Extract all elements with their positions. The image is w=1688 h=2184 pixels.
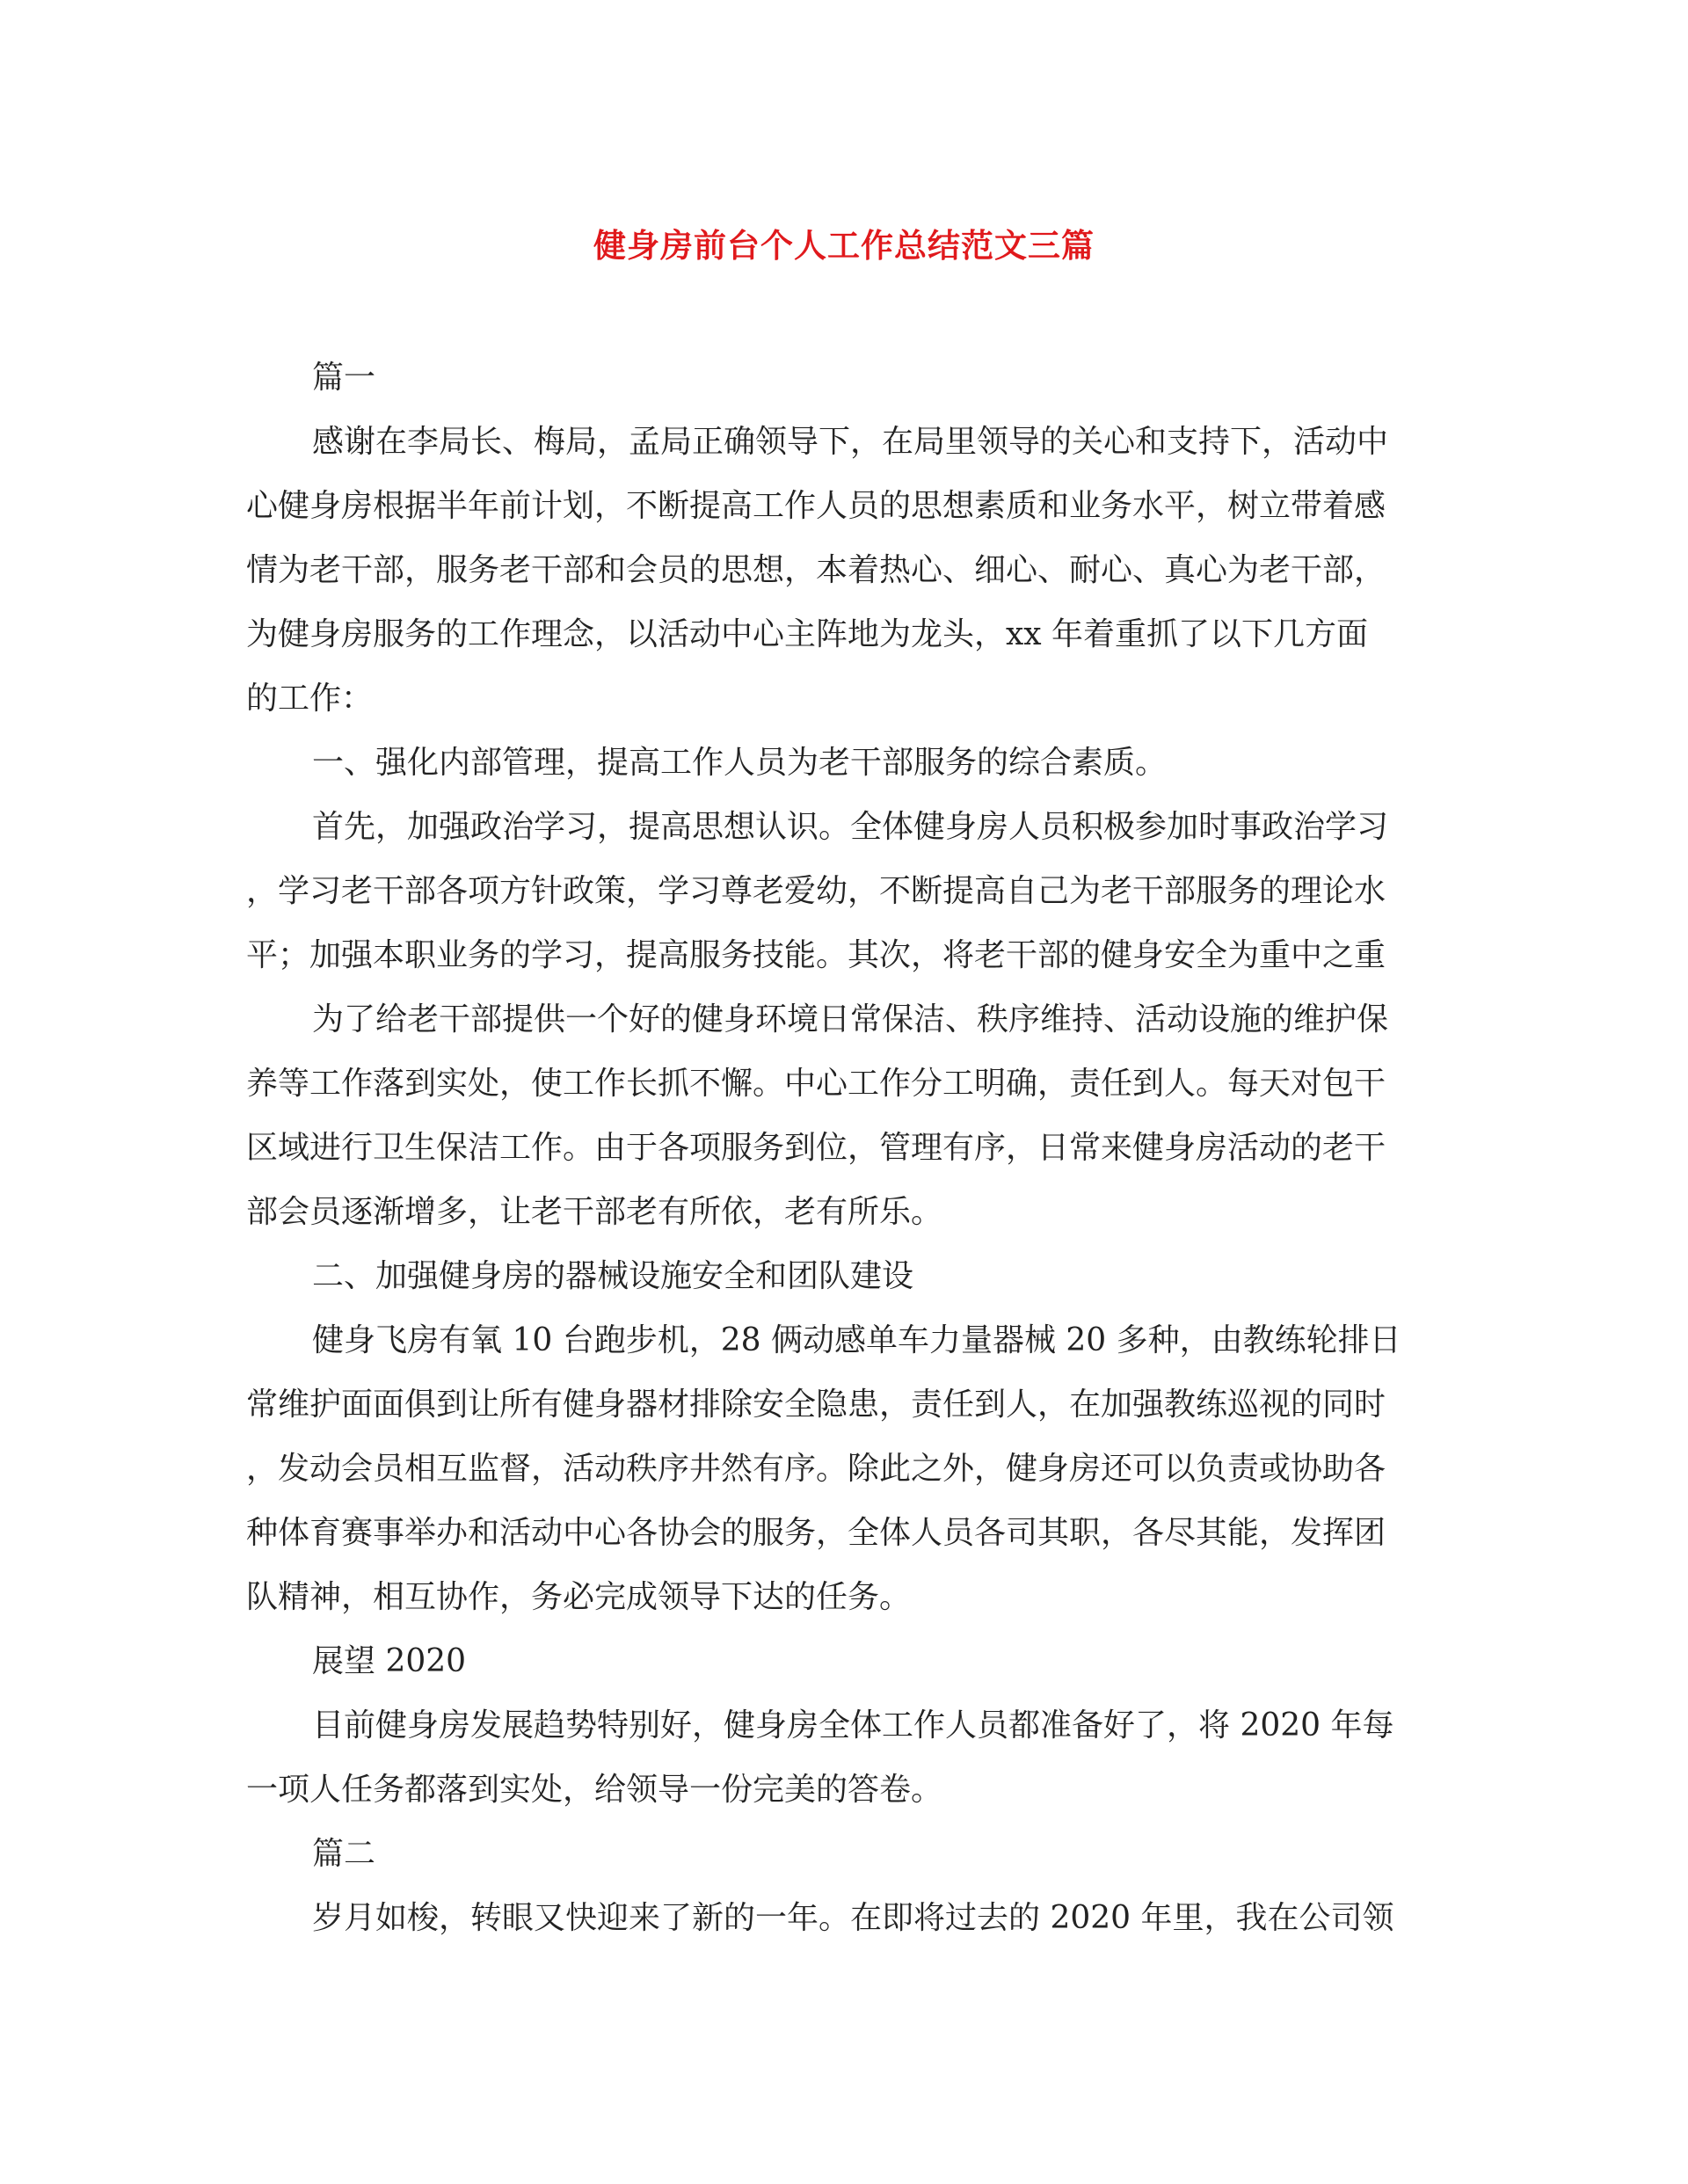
paragraph-line: 种体育赛事举办和活动中心各协会的服务，全体人员各司其职，各尽其能，发挥团 xyxy=(246,1515,1386,1551)
paragraph-line: 岁月如梭，转眼又快迎来了新的一年。在即将过去的 2020 年里，我在公司领 xyxy=(312,1900,1394,1936)
paragraph-line: 目前健身房发展趋势特别好，健身房全体工作人员都准备好了，将 2020 年每 xyxy=(312,1707,1394,1744)
paragraph-line: 部会员逐渐增多，让老干部老有所依，老有所乐。 xyxy=(246,1194,943,1230)
paragraph-line: 心健身房根据半年前计划，不断提高工作人员的思想素质和业务水平，树立带着感 xyxy=(246,488,1386,524)
subheading-line: 一、强化内部管理，提高工作人员为老干部服务的综合素质。 xyxy=(312,745,1168,781)
paragraph-line: 健身飞房有氧 10 台跑步机，28 俩动感单车力量器械 20 多种，由教练轮排日 xyxy=(312,1322,1401,1358)
paragraph-line: 情为老干部，服务老干部和会员的思想，本着热心、细心、耐心、真心为老干部， xyxy=(246,552,1386,588)
paragraph-line: 平；加强本职业务的学习，提高服务技能。其次，将老干部的健身安全为重中之重 xyxy=(246,937,1386,973)
paragraph-line: 为健身房服务的工作理念，以活动中心主阵地为龙头，xx 年着重抓了以下几方面 xyxy=(246,616,1369,652)
paragraph-line: 一项人任务都落到实处，给领导一份完美的答卷。 xyxy=(246,1772,943,1808)
paragraph-line: ，发动会员相互监督，活动秩序井然有序。除此之外，健身房还可以负责或协助各 xyxy=(246,1451,1386,1487)
section-heading-1: 篇一 xyxy=(312,360,376,396)
subheading-line: 展望 2020 xyxy=(312,1643,467,1679)
paragraph-line: ，学习老干部各项方针政策，学习尊老爱幼，不断提高自己为老干部服务的理论水 xyxy=(246,873,1386,909)
paragraph-line: 的工作： xyxy=(246,681,374,717)
paragraph-line: 感谢在李局长、梅局，孟局正确领导下，在局里领导的关心和支持下，活动中 xyxy=(312,424,1389,460)
paragraph-line: 首先，加强政治学习，提高思想认识。全体健身房人员积极参加时事政治学习 xyxy=(312,809,1389,845)
document-title: 健身房前台个人工作总结范文三篇 xyxy=(593,227,1095,265)
paragraph-line: 区域进行卫生保洁工作。由于各项服务到位，管理有序，日常来健身房活动的老干 xyxy=(246,1130,1386,1166)
paragraph-line: 养等工作落到实处，使工作长抓不懈。中心工作分工明确，责任到人。每天对包干 xyxy=(246,1066,1386,1102)
subheading-line: 二、加强健身房的器械设施安全和团队建设 xyxy=(312,1258,914,1294)
paragraph-line: 常维护面面俱到让所有健身器材排除安全隐患，责任到人，在加强教练巡视的同时 xyxy=(246,1387,1386,1423)
paragraph-line: 队精神，相互协作，务必完成领导下达的任务。 xyxy=(246,1579,912,1615)
section-heading-2: 篇二 xyxy=(312,1836,376,1872)
paragraph-line: 为了给老干部提供一个好的健身环境日常保洁、秩序维持、活动设施的维护保 xyxy=(312,1001,1389,1037)
